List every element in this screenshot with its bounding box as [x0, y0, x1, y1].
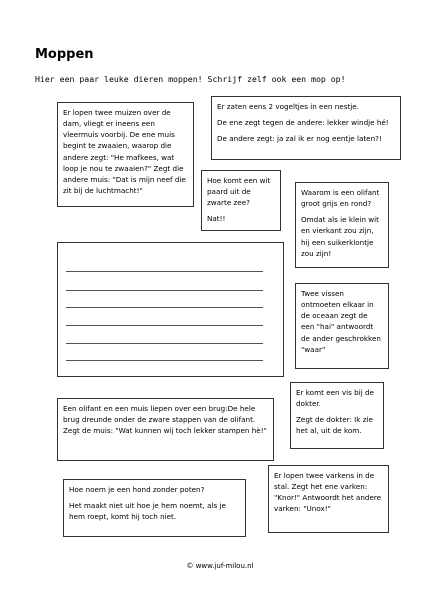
page-title: Moppen: [35, 47, 94, 62]
joke-text: Omdat als ie klein wit en vierkant zou zijn, hij een suikerklontje zou zijn!: [301, 215, 379, 258]
joke-text: Er komt een vis bij de dokter.: [296, 388, 374, 409]
writing-line[interactable]: [66, 343, 263, 344]
intro-text: Hier een paar leuke dieren moppen! Schrijf zelf ook een mop op!: [35, 74, 346, 84]
joke-text: Het maakt niet uit hoe je hem noemt, als je hem roept, komt hij toch niet.: [69, 501, 226, 522]
joke-text: Hoe noem je een hond zonder poten?: [69, 485, 205, 494]
joke-box-varkens: [268, 465, 389, 533]
joke-text: De ene zegt tegen de andere: lekker windje hé!: [217, 118, 389, 128]
joke-text: Er lopen twee varkens in de stal. Zegt het ene varken: "Knor!" Antwoordt het andere varken: "Unox!": [274, 471, 382, 514]
joke-box-vissen: [295, 283, 389, 369]
joke-box-olifant: [295, 182, 389, 268]
writing-area[interactable]: [57, 242, 284, 377]
joke-text: Er lopen twee muizen over de dam, vliegt er ineens een vleermuis voorbij. De ene muis begint te zwaaien, waarop die andere zegt: "He mafkees, wat loop je nou te zwaaien?" Zegt die andere muis: "Dat is mijn neef die zit bij de luchtmacht!": [63, 108, 186, 196]
joke-box-vis-dokter: [290, 382, 384, 449]
joke-box-brug: [57, 398, 274, 461]
joke-text: Nat!!: [207, 214, 226, 224]
joke-text: Er zaten eens 2 vogeltjes in een nestje.: [217, 102, 359, 111]
joke-text: Twee vissen ontmoeten elkaar in de oceaan zegt de een "hai" antwoordt de ander geschrokken "waar": [301, 289, 381, 354]
writing-line[interactable]: [66, 307, 263, 308]
writing-line[interactable]: [66, 290, 263, 291]
writing-line[interactable]: [66, 271, 263, 272]
footer-copyright: © www.juf-milou.nl: [186, 562, 254, 570]
joke-text: De andere zegt: ja zal ik er nog eentje laten?!: [217, 134, 382, 144]
joke-box-hond: [63, 479, 246, 537]
joke-text: Een olifant en een muis liepen over een brug:De hele brug dreunde onder de zware stappen van de olifant. Zegt de muis: "Wat kunnen wij toch lekker stampen hè!": [63, 404, 267, 436]
joke-box-paard: [201, 170, 281, 231]
joke-text: Zegt de dokter: Ik zie het al, uit de kom.: [296, 415, 373, 436]
joke-text: Waarom is een olifant groot grijs en rond?: [301, 188, 380, 209]
joke-text: Hoe komt een wit paard uit de zwarte zee?: [207, 176, 271, 208]
writing-line[interactable]: [66, 360, 263, 361]
joke-box-vogeltjes: [211, 96, 401, 160]
writing-line[interactable]: [66, 325, 263, 326]
joke-box-muizen: [57, 102, 194, 207]
